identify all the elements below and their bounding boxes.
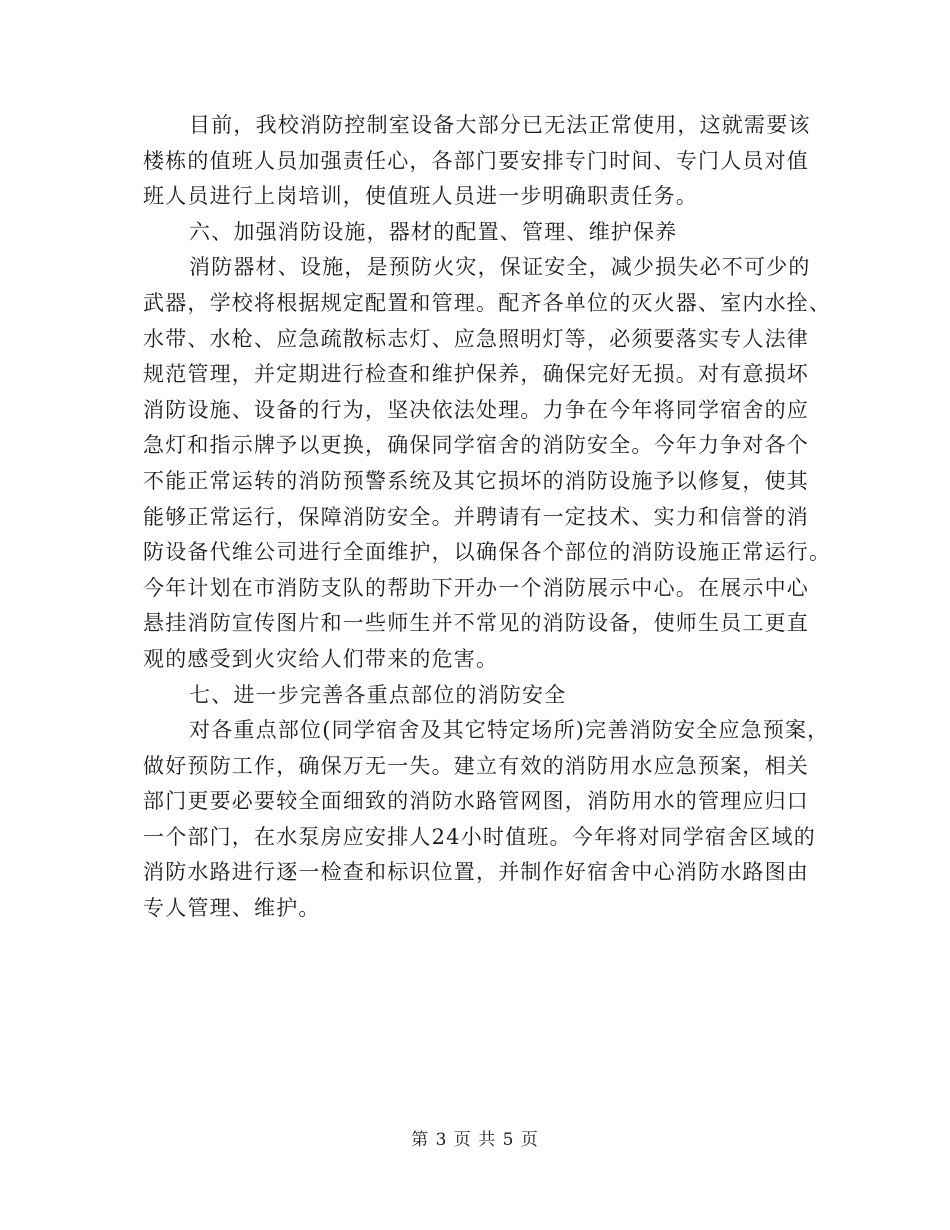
text-line: 专人管理、维护。: [143, 896, 321, 921]
text-line: 消防设施、设备的行为，坚决依法处理。力争在今年将同学宿舍的应: [143, 397, 809, 422]
text-line: 规范管理，并定期进行检查和维护保养，确保完好无损。对有意损坏: [143, 362, 809, 387]
text-line: 做好预防工作，确保万无一失。建立有效的消防用水应急预案，相关: [143, 753, 809, 778]
text-line: 水带、水枪、应急疏散标志灯、应急照明灯等，必须要落实专人法律: [143, 326, 809, 351]
text-line: 目前，我校消防控制室设备大部分已无法正常使用，这就需要该: [189, 113, 811, 137]
document-body: [143, 108, 832, 927]
text-line: 不能正常运转的消防预警系统及其它损坏的消防设施予以修复，使其: [143, 468, 809, 493]
text-line: 六、加强消防设施，器材的配置、管理、维护保养: [189, 219, 678, 244]
page-footer: 第 3 页 共 5 页: [411, 1130, 539, 1150]
text-line: 防设备代维公司进行全面维护，以确保各个部位的消防设施正常运行。: [143, 540, 832, 565]
text-line: 急灯和指示牌予以更换，确保同学宿舍的消防安全。今年力争对各个: [143, 433, 809, 458]
text-line: 能够正常运行，保障消防安全。并聘请有一定技术、实力和信誉的消: [143, 504, 809, 529]
text-line: 观的感受到火灾给人们带来的危害。: [143, 646, 499, 671]
text-line: 消防器材、设施，是预防火灾，保证安全，减少损失必不可少的: [189, 255, 811, 280]
text-line: 今年计划在市消防支队的帮助下开办一个消防展示中心。在展示中心: [143, 575, 809, 600]
text-line: 武器，学校将根据规定配置和管理。配齐各单位的灭火器、室内水拴、: [143, 290, 832, 315]
text-line: 对各重点部位(同学宿舍及其它特定场所)完善消防安全应急预案，: [189, 718, 830, 743]
text-line: 消防水路进行逐一检查和标识位置，并制作好宿舍中心消防水路图由: [143, 860, 809, 885]
text-line: 一个部门，在水泵房应安排人24小时值班。今年将对同学宿舍区域的: [143, 824, 816, 849]
text-line: 楼栋的值班人员加强责任心，各部门要安排专门时间、专门人员对值: [143, 148, 809, 173]
text-line: 悬挂消防宣传图片和一些师生并不常见的消防设备，使师生员工更直: [143, 611, 809, 636]
text-line: 部门更要必要较全面细致的消防水路管网图，消防用水的管理应归口: [143, 789, 809, 814]
text-line: 班人员进行上岗培训，使值班人员进一步明确职责任务。: [143, 184, 698, 209]
text-line: 七、进一步完善各重点部位的消防安全: [189, 682, 567, 707]
